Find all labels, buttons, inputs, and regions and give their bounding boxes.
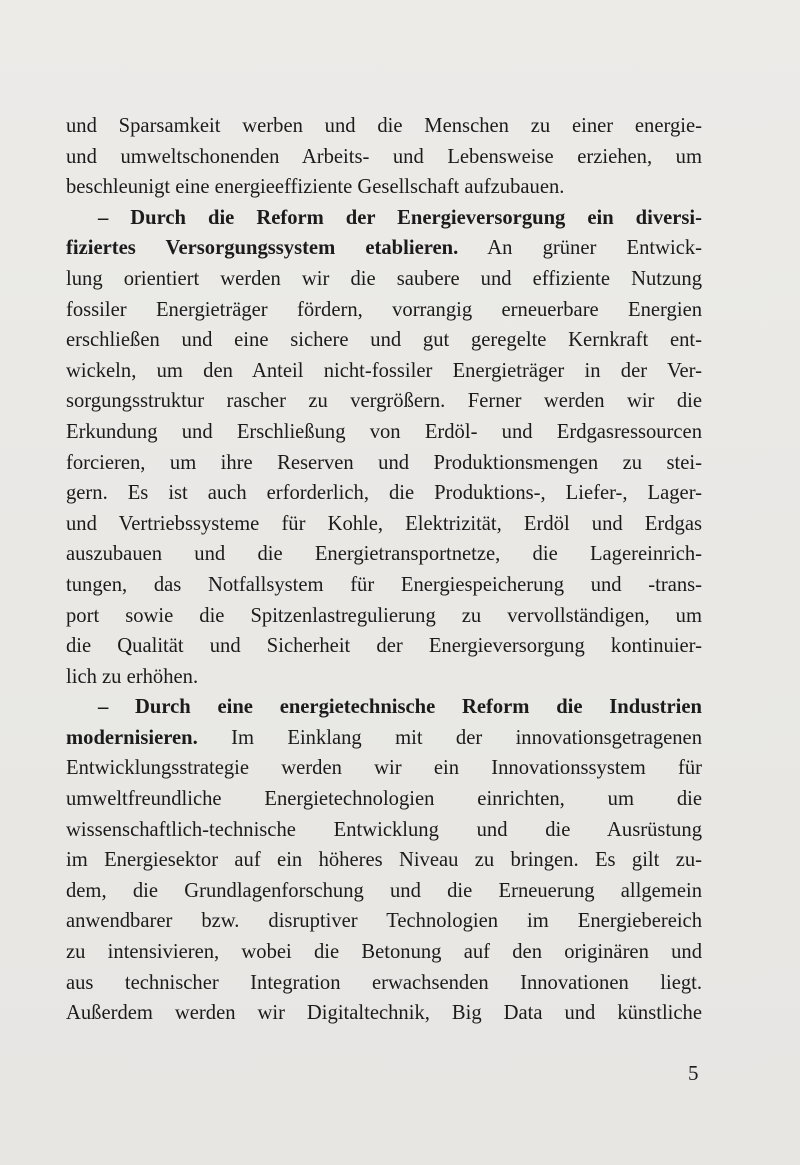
text-line: [66, 998, 702, 1029]
text-line: [66, 386, 702, 417]
text-line: [66, 968, 702, 999]
text-line: [66, 356, 702, 387]
text-run: die Qualität und Sicherheit der Energieversorgung kontinuier-: [66, 635, 702, 658]
text-run: im Energiesektor auf ein höheres Niveau zu bringen. Es gilt zu-: [66, 849, 702, 872]
text-line: [66, 509, 702, 540]
text-line: [66, 142, 702, 173]
text-line: [66, 631, 702, 662]
text-run: beschleunigt eine energieeffiziente Gesellschaft aufzubauen.: [66, 176, 565, 199]
text-run: Entwicklungsstrategie werden wir ein Innovationssystem für: [66, 757, 702, 780]
text-run: wickeln, um den Anteil nicht-fossiler Energieträger in der Ver-: [66, 359, 702, 382]
page-number: 5: [688, 1061, 699, 1085]
text-run: fossiler Energieträger fördern, vorrangig erneuerbare Energien: [66, 298, 702, 321]
text-run: aus technischer Integration erwachsenden Innovationen liegt.: [66, 971, 702, 994]
text-line: [66, 906, 702, 937]
text-run: forcieren, um ihre Reserven und Produktionsmengen zu stei-: [66, 451, 702, 474]
text-line: [66, 203, 702, 234]
text-line: [66, 417, 702, 448]
text-line: [66, 815, 702, 846]
text-line: [66, 692, 702, 723]
text-run: sorgungsstruktur rascher zu vergrößern. Ferner werden wir die: [66, 390, 702, 413]
text-line: [66, 478, 702, 509]
text-run: und Vertriebssysteme für Kohle, Elektrizität, Erdöl und Erdgas: [66, 512, 702, 535]
text-run: dem, die Grundlagenforschung und die Erneuerung allgemein: [66, 879, 702, 902]
text-line: [66, 233, 702, 264]
text-run: wissenschaftlich-technische Entwicklung und die Ausrüstung: [66, 818, 702, 841]
text-line: [66, 570, 702, 601]
text-line: [66, 111, 702, 142]
text-run: Erkundung und Erschließung von Erdöl- und Erdgasressourcen: [66, 420, 702, 443]
text-line: [66, 264, 702, 295]
bold-heading-text: modernisieren.: [66, 726, 198, 749]
text-line: [66, 723, 702, 754]
text-run: umweltfreundliche Energietechnologien einrichten, um die: [66, 788, 702, 811]
text-run: gern. Es ist auch erforderlich, die Produktions-, Liefer-, Lager-: [66, 482, 702, 505]
text-line: [66, 325, 702, 356]
bold-heading-text: – Durch eine energietechnische Reform die Industrien: [98, 696, 702, 719]
text-run: Außerdem werden wir Digitaltechnik, Big Data und künstliche: [66, 1002, 702, 1025]
text-run: port sowie die Spitzenlastregulierung zu vervollständigen, um: [66, 604, 702, 627]
text-line: [66, 295, 702, 326]
text-line: [66, 448, 702, 479]
bold-heading-text: fiziertes Versorgungssystem etablieren.: [66, 237, 459, 260]
text-run: zu intensivieren, wobei die Betonung auf den originären und: [66, 941, 702, 964]
text-line: [66, 937, 702, 968]
text-run: auszubauen und die Energietransportnetze, die Lagereinrich-: [66, 543, 702, 566]
text-run: An grüner Entwick-: [458, 237, 702, 260]
text-line: [66, 753, 702, 784]
text-run: und umweltschonenden Arbeits- und Lebensweise erziehen, um: [66, 145, 702, 168]
bold-heading-text: – Durch die Reform der Energieversorgung ein diversi-: [98, 206, 702, 229]
text-line: [66, 662, 702, 693]
text-run: anwendbarer bzw. disruptiver Technologien im Energiebereich: [66, 910, 702, 933]
body-text: [66, 111, 702, 1029]
text-run: tungen, das Notfallsystem für Energiespeicherung und -trans-: [66, 573, 702, 596]
text-run: und Sparsamkeit werben und die Menschen zu einer energie-: [66, 115, 702, 137]
text-run: Im Einklang mit der innovationsgetragenen: [197, 726, 702, 749]
text-line: [66, 784, 702, 815]
text-run: erschließen und eine sichere und gut geregelte Kernkraft ent-: [66, 329, 702, 352]
text-run: lung orientiert werden wir die saubere und effiziente Nutzung: [66, 267, 702, 290]
text-line: [66, 601, 702, 632]
text-line: [66, 876, 702, 907]
text-line: [66, 539, 702, 570]
text-run: lich zu erhöhen.: [66, 665, 199, 688]
text-line: [66, 845, 702, 876]
text-line: [66, 172, 702, 203]
